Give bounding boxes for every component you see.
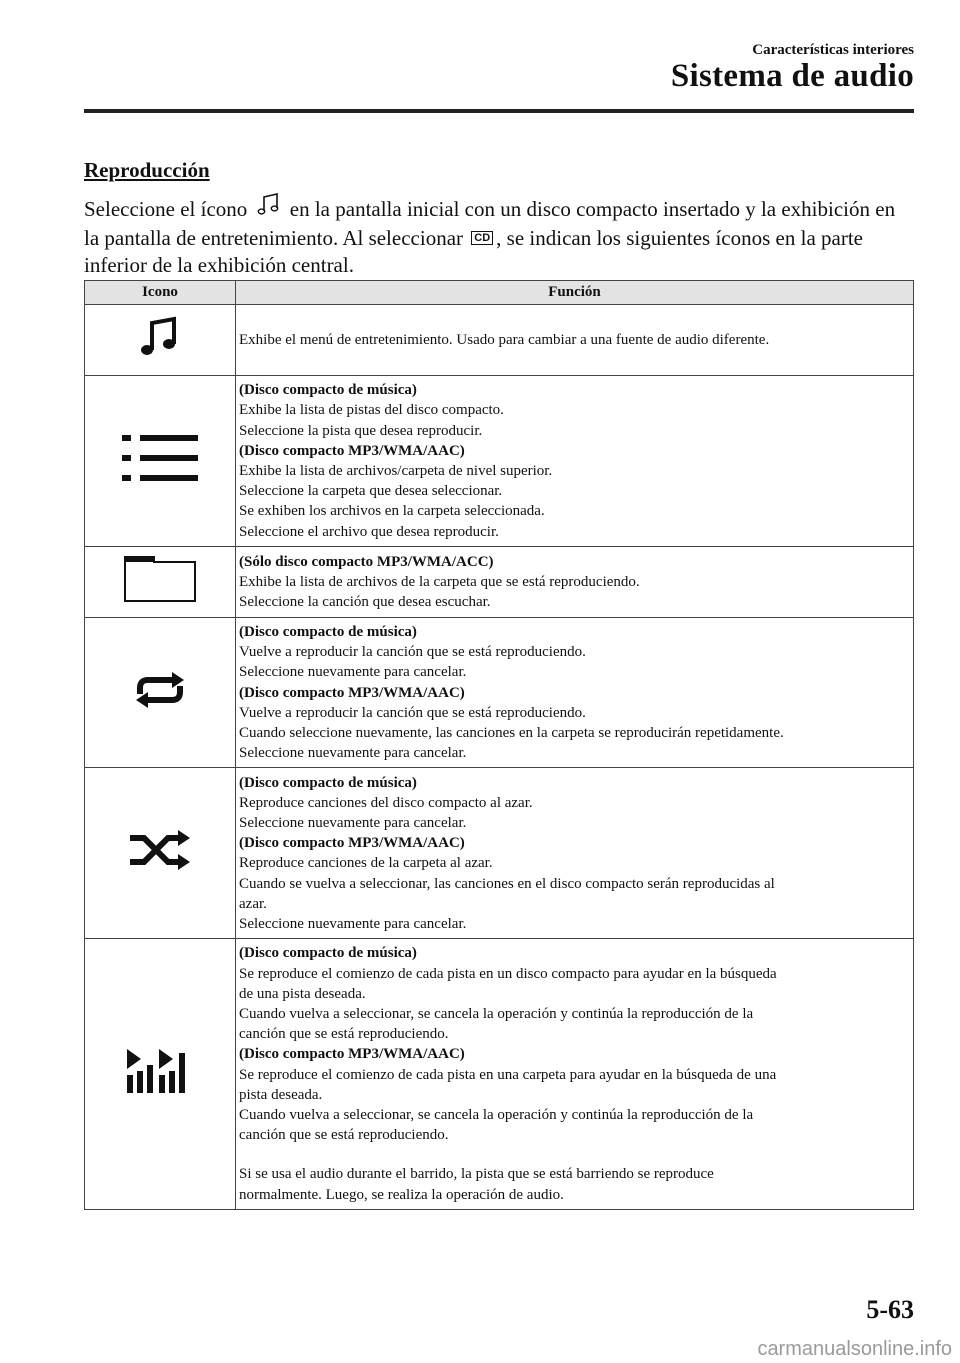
list-icon xyxy=(120,471,200,487)
function-table xyxy=(84,280,914,1210)
function-text: Se reproduce el comienzo de cada pista en un disco compacto para ayudar en la búsqueda xyxy=(239,965,777,982)
music-note-icon xyxy=(136,349,184,365)
function-text: Si se usa el audio durante el barrido, la pista que se está barriendo se reproduce xyxy=(239,1166,714,1183)
function-subheading: (Disco compacto de música) xyxy=(239,774,417,791)
music-note-icon xyxy=(256,192,282,225)
function-text: Seleccione el archivo que desea reproducir. xyxy=(239,523,499,540)
function-text: Exhibe el menú de entretenimiento. Usado para cambiar a una fuente de audio diferente. xyxy=(239,331,770,348)
icon-cell xyxy=(85,618,236,768)
icon-cell xyxy=(85,547,236,618)
page-number: 5-63 xyxy=(866,1295,914,1324)
section-heading: Reproducción xyxy=(84,158,210,182)
icon-cell xyxy=(85,768,236,939)
function-text: Reproduce canciones del disco compacto al azar. xyxy=(239,794,533,811)
function-text: Seleccione la canción que desea escuchar. xyxy=(239,594,491,611)
function-text: Reproduce canciones de la carpeta al azar. xyxy=(239,855,493,872)
function-text: Se exhiben los archivos en la carpeta seleccionada. xyxy=(239,503,545,520)
function-cell xyxy=(236,618,914,768)
function-text: Seleccione nuevamente para cancelar. xyxy=(239,815,467,832)
function-text: canción que se está reproduciendo. xyxy=(239,1026,449,1043)
function-subheading: (Disco compacto MP3/WMA/AAC) xyxy=(239,684,465,701)
function-cell xyxy=(236,547,914,618)
function-text: Se reproduce el comienzo de cada pista en una carpeta para ayudar en la búsqueda de una xyxy=(239,1066,777,1083)
column-header-icon: Icono xyxy=(85,281,236,305)
function-text: pista deseada. xyxy=(239,1086,323,1103)
intro-text-1: Seleccione el ícono xyxy=(84,197,248,221)
icon-cell xyxy=(85,376,236,547)
table-row xyxy=(85,939,914,1209)
function-text: Seleccione nuevamente para cancelar. xyxy=(239,745,467,762)
function-text: Vuelve a reproducir la canción que se está reproduciendo. xyxy=(239,704,586,721)
function-subheading: (Disco compacto de música) xyxy=(239,624,417,640)
function-text: Cuando vuelva a seleccionar, se cancela la operación y continúa la reproducción de la xyxy=(239,1006,754,1023)
function-subheading: (Disco compacto de música) xyxy=(239,945,417,962)
table-header-row xyxy=(85,281,914,305)
section-subtitle: Características interiores xyxy=(752,42,914,58)
column-header-function: Función xyxy=(236,281,914,305)
function-text: normalmente. Luego, se realiza la operación de audio. xyxy=(239,1186,564,1203)
function-cell xyxy=(236,939,914,1209)
intro-text-3: , se indican los siguientes íconos en la parte inferior de la exhibición central. xyxy=(84,226,863,277)
function-text xyxy=(239,1145,910,1164)
function-text: Vuelve a reproducir la canción que se está reproduciendo. xyxy=(239,644,586,661)
function-text: azar. xyxy=(239,895,267,912)
page-title: Sistema de audio xyxy=(670,58,914,94)
function-cell xyxy=(236,768,914,939)
function-subheading: (Disco compacto de música) xyxy=(239,382,417,399)
function-text: Cuando se vuelva a seleccionar, las canciones en el disco compacto serán reproducidas al xyxy=(239,875,775,892)
function-text: Seleccione la carpeta que desea seleccionar. xyxy=(239,483,503,500)
function-text: Seleccione la pista que desea reproducir. xyxy=(239,422,483,439)
intro-text-2: en la pantalla inicial con un disco compacto insertado y la exhibición en la pantalla de entretenimiento. Al seleccionar xyxy=(84,197,896,250)
function-text: Seleccione nuevamente para cancelar. xyxy=(239,916,467,933)
table-row xyxy=(85,618,914,768)
folder-icon xyxy=(124,590,196,606)
function-subheading: (Disco compacto MP3/WMA/AAC) xyxy=(239,442,465,459)
scan-icon xyxy=(125,1083,195,1099)
function-cell xyxy=(236,376,914,547)
cd-icon: CD xyxy=(471,231,493,245)
function-text: Exhibe la lista de archivos/carpeta de nivel superior. xyxy=(239,463,553,479)
table-row xyxy=(85,768,914,939)
function-text: Cuando vuelva a seleccionar, se cancela la operación y continúa la reproducción de la xyxy=(239,1107,754,1124)
function-text: Exhibe la lista de archivos de la carpeta que se está reproduciendo. xyxy=(239,573,640,590)
function-text: Exhibe la lista de pistas del disco compacto. xyxy=(239,402,504,419)
intro-paragraph xyxy=(84,192,914,279)
table-row xyxy=(85,376,914,547)
watermark: carmanualsonline.info xyxy=(757,1338,952,1360)
function-text: de una pista deseada. xyxy=(239,985,366,1002)
function-subheading: (Disco compacto MP3/WMA/AAC) xyxy=(239,835,465,852)
function-text: canción que se está reproduciendo. xyxy=(239,1127,449,1144)
table-row xyxy=(85,305,914,376)
table-row xyxy=(85,547,914,618)
icon-cell xyxy=(85,305,236,376)
header-rule xyxy=(84,109,914,113)
function-text: Seleccione nuevamente para cancelar. xyxy=(239,664,467,681)
function-cell xyxy=(236,305,914,376)
function-subheading: (Disco compacto MP3/WMA/AAC) xyxy=(239,1046,465,1063)
icon-cell xyxy=(85,939,236,1209)
shuffle-icon xyxy=(128,858,192,874)
function-text: Cuando seleccione nuevamente, las canciones en la carpeta se reproducirán repetidamente. xyxy=(239,725,784,742)
function-subheading: (Sólo disco compacto MP3/WMA/ACC) xyxy=(239,553,494,570)
repeat-icon xyxy=(132,698,188,714)
